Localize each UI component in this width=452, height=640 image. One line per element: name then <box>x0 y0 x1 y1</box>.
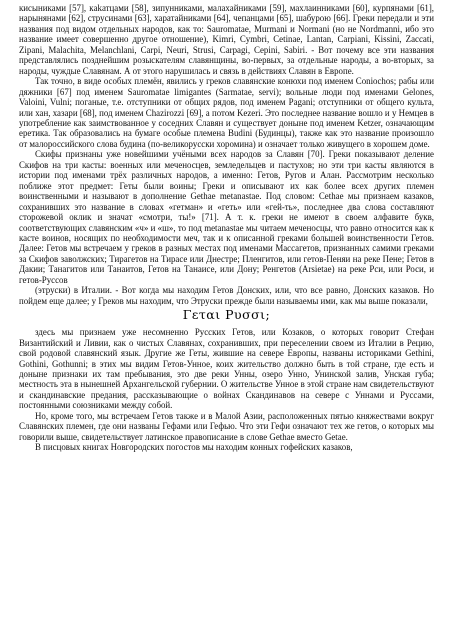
paragraph: (этруски) в Италии. - Вот когда мы находим Гетов Донских, или, что все равно, Донских казаков. Но пойдем еще далее; у Греков мы находим, что Этруски прежде были называемы ими, как мы выше показали, <box>19 285 434 306</box>
paragraph: здесь мы признаем уже несомненно Русских Гетов, или Козаков, о которых говорит Стефан Византийский и Ливии, как о чистых Славянах, сохранивших, при переселении своем из Италии в Рецию, свой родовой славянский язык. Другие же Геты, жившие на севере Европы, названы историками Gethini, Gothini, Gothunni; в этих мы видим Гетов-Унное, коих жительство должно быть в той стране, где есть и доныне признаки их там пребывания, это две реки Унны, озеро Унно, Унинской залив, Унская губа; местность эта в нынешней Архангельской губернии. О жительстве Унное в этой стране нам свидетельствуют и скандинавские предания, рассказывающие о войнах Скандинавов на севере с Уннами и Руссами, постоянными союзниками между собой. <box>19 327 434 411</box>
paragraph: В писцовых книгах Новгородских погостов мы находим конных гофейских казаков, <box>35 442 353 453</box>
greek-heading: Γεται Ρυσσι; <box>182 307 271 323</box>
paragraph: Скифы признаны уже новейшими учёными всех народов за Славян [70]. Греки показывают деление Скифов на три касты: военных или меченосцев, земледельцев и пастухов; но эти три касты являются в истории под именами трёх различных народов, а именно: Гетов, Ругов и Алан. Рассмотрим несколько поближе этот предмет: Геты были воины; Греки и описывают их как более всех других племен воинственными и называют в дополнение Gethae metanastae. Под словом: Cethae мы признаем казаков, сохранивших это название в словах «гетман» и «геть» или «гей-ть», последнее два слова составляют сторожевой оклик и значат «смотри, ты!» [71]. А т. к. греки не имеют в своем алфавите букв, соответствующих славянским «ч» и «ш», то под metanastae мы читаем меченосцы, что равно относится как к касте воинов, носящих по необходимости меч, так и к описанной греками большей воинственности Гетов. Далее: Гетов мы встречаем у греков в разных местах под именами Массагетов, признанных самими греками за Скифов заволжских; Тирагетов на Тирасе или Днестре; Пленгитов, или гетов-Пеняи на реке Пене; Гетов в Дакии; Танагитов или Танаитов, Гетов на Танаисе, или Дону; Ренгетов (Arsietae) на реке Рси, или Роси, и гетов-Руссов <box>19 149 434 285</box>
paragraph: кисыниками [57], кakатцами [58], зипунниками, малахайниками [59], махлаинниками [60], курпянами [61], нарынянами [62], струсинами [63], харатайниками [64], чепанцами [65], шабурою [66]. Греки передали и эти названия под видом отдельных народов, как то: Sauromatae, Murmani и Normani (но не Nordmanni, ибо это название имеет совершенно другое отношение), Kimri, Cymbri, Cetinae, Lantan, Carpiani, Kissini, Zaccati, Zipani, Malachita, Melanchlani, Carpi, Neuri, Strusi, Carpagi, Cepini, Sabiri. - Вот почему все эти названия представлялись позднейшим розыскателям славянщины, во-первых, за отдельные народы, а во-вторых, за народы, чуждые Славянам. А от этого нарушилась и связь в действиях Славян в Европе. <box>19 3 434 76</box>
paragraph: Но, кроме того, мы встречаем Гетов также и в Малой Азии, расположенных пятью княжествами вокруг Славянских племен, где они названы Гефами или Гефью. Что эти Гефи означают тех же гетов, о которых мы говорили выше, свидетельствует латинское правописание в слове Gethae вместо Getae. <box>19 410 434 442</box>
paragraph: Так точно, в виде особых племён, явились у греков славянские конюхи под именем Conioсhos; рабы или дяжники [67] под именем Sauromatae limigantes (Sarmatae, servi); вольные люди под именами Gelones, Valoini, Vulni; поганые, т.е. отступники от общих рядов, под именем Pagani; отступники от общего культа, или хан, хазари [68], под именем Chazirozzi [69], а потом Kezeri. Это последнее название вошло и у Немцев в употребление как заимствованное у соседних Славян и существует доныне под именем Ketzer, означающим еретика. Так образовались на бумаге особые племена Budini (Будинцы), также как это название произошло от малороссийского слова будина (по-великорусски хоромина) и означает только живущего в хорошем доме. <box>19 76 434 149</box>
